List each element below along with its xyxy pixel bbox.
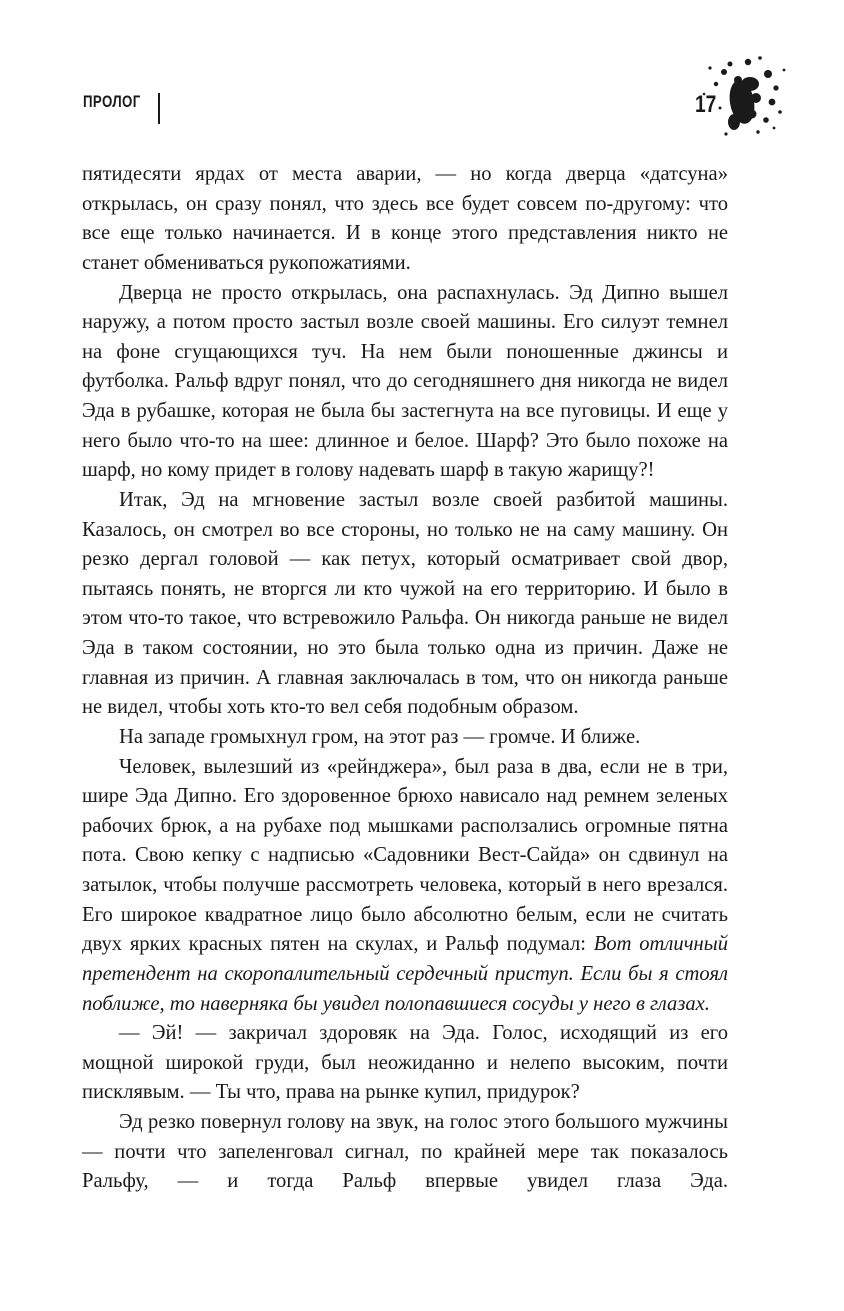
- paragraph: Итак, Эд на мгновение застыл возле своей разбитой машины. Казалось, он смотрел во все стороны, но только не на саму машину. Он резко дергал головой — как петух, который осматривает свой двор, пытаясь понять, не вторгся ли кто чужой на его территорию. И было в этом что-то такое, что встревожило Ральфа. Он никогда раньше не видел Эда в таком состоянии, но это была только одна из причин. Даже не главная из причин. А главная заключалась в том, что он никогда раньше не видел, чтобы хоть кто-то вел себя подобным образом.: [82, 488, 728, 719]
- paragraph: Эд резко повернул голову на звук, на голос этого большого мужчины — почти что запеленговал сигнал, по крайней мере так показалось Ральфу, — и тогда Ральф впервые увидел глаза Эда.: [82, 1111, 728, 1193]
- paragraph-text: Человек, вылезший из «рейнджера», был раза в два, если не в три, шире Эда Дипно. Его здоровенное брюхо нависало над ремнем зеленых рабочих брюк, а на рубахе под мышками расползались огромные пятна пота. Свою кепку с надписью «Садовники Вест-Сайда» он сдвинул на затылок, чтобы получше рассмотреть человека, который в него врезался. Его широкое квадратное лицо было абсолютно белым, если не считать двух ярких красных пятен на скулах, и Ральф подумал:: [82, 755, 728, 956]
- header-divider: [158, 93, 160, 124]
- italic-thought: Вот отличный претендент на скоропалительный сердечный приступ. Если бы я стоял поближе, то наверняка бы увидел полопавшиеся сосуды у него в глазах.: [82, 933, 728, 1015]
- running-head: ПРОЛОГ: [83, 92, 141, 111]
- paragraph: [82, 753, 728, 1020]
- paragraph: пятидесяти ярдах от места аварии, — но когда дверца «датсуна» открылась, он сразу понял, что здесь все будет совсем по-другому: что все еще только начинается. И в конце этого представления никто не станет обмениваться рукопожатиями.: [82, 163, 728, 274]
- page-number: 17: [695, 91, 717, 118]
- paragraph: — Эй! — закричал здоровяк на Эда. Голос, исходящий из его мощной широкой груди, был неожиданно и нелепо высоким, почти писклявым. — Ты что, права на рынке купил, придурок?: [82, 1022, 728, 1104]
- page-body: [82, 160, 728, 1197]
- page-header: [0, 0, 844, 150]
- paragraph: Дверца не просто открылась, она распахнулась. Эд Дипно вышел наружу, а потом просто застыл возле своей машины. Его силуэт темнел на фоне сгущающихся туч. На нем были поношенные джинсы и футболка. Ральф вдруг понял, что до сегодняшнего дня никогда не видел Эда в рубашке, которая не была бы застегнута на все пуговицы. И еще у него было что-то на шее: длинное и белое. Шарф? Это было похоже на шарф, но кому придет в голову надевать шарф в такую жарищу?!: [82, 281, 728, 482]
- paragraph: На западе громыхнул гром, на этот раз — громче. И ближе.: [119, 725, 641, 748]
